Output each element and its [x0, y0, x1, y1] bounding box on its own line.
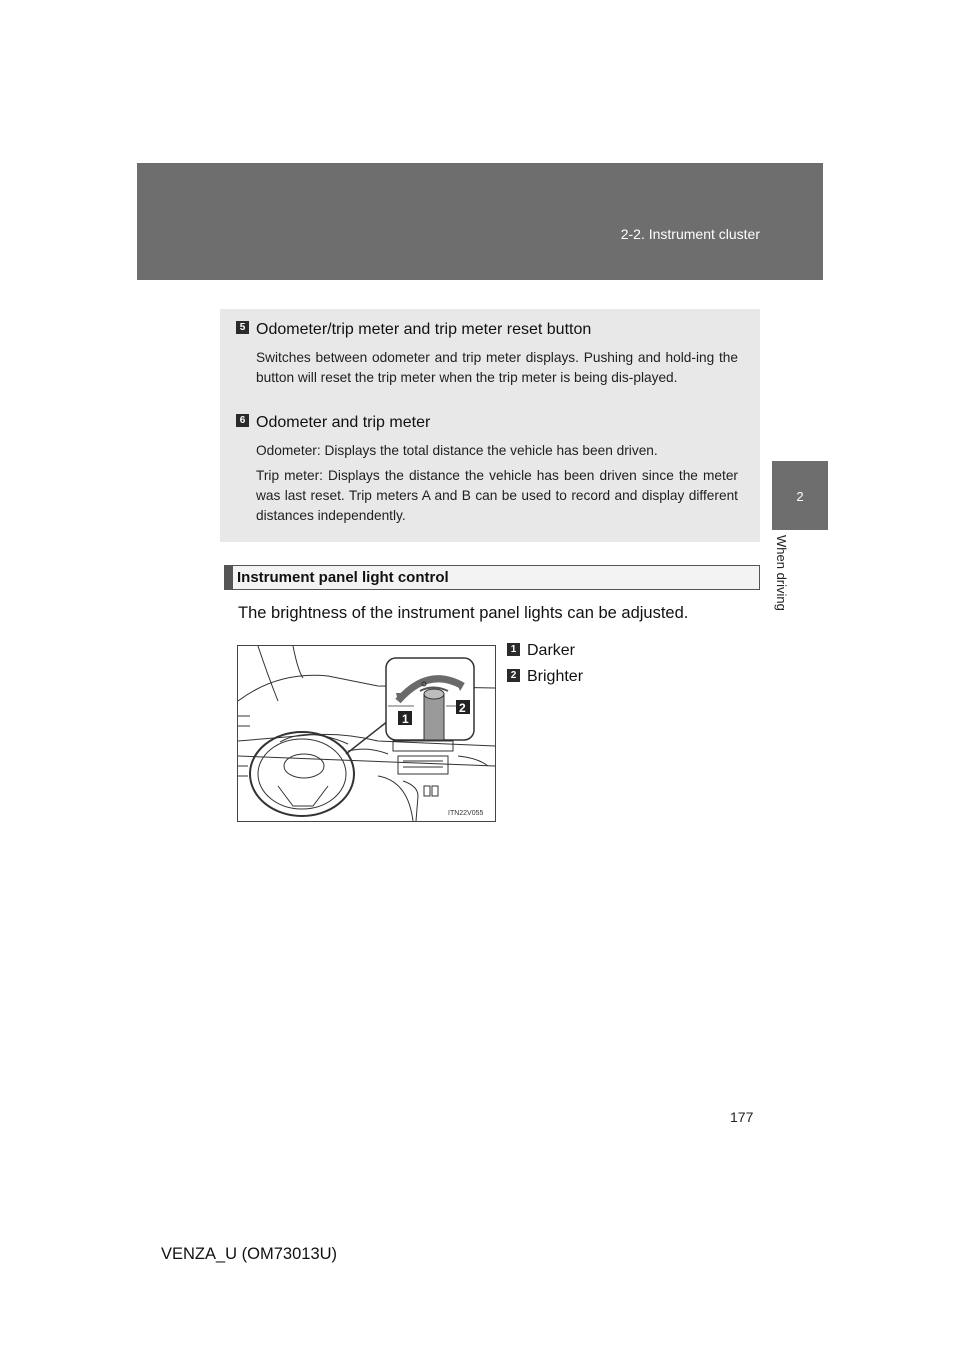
dashboard-illustration: [237, 645, 496, 822]
legend-brighter: [507, 668, 583, 686]
section-heading-text: Instrument panel light control: [237, 569, 449, 586]
section-title: 2-2. Instrument cluster: [620, 226, 760, 242]
heading-bar: [225, 566, 233, 589]
chapter-tab[interactable]: [772, 461, 828, 530]
chapter-number: 2: [796, 489, 804, 504]
legend-darker: [507, 642, 575, 660]
number-5-badge: 5: [236, 321, 249, 334]
callout-2: 2: [459, 701, 466, 715]
header-band: [137, 163, 823, 280]
chapter-label: When driving: [774, 535, 789, 611]
info-box: [220, 309, 760, 542]
item-6-text-odometer: Odometer: Displays the total distance the vehicle has been driven.: [256, 443, 658, 458]
item-5-title: [236, 321, 591, 339]
item-6-title-text: Odometer and trip meter: [256, 414, 431, 431]
section-heading: [224, 565, 760, 590]
item-5-title-text: Odometer/trip meter and trip meter reset button: [256, 321, 592, 338]
legend-darker-label: Darker: [527, 642, 576, 659]
number-2-badge: 2: [507, 669, 520, 682]
document-footer: VENZA_U (OM73013U): [161, 1245, 338, 1263]
legend-brighter-label: Brighter: [527, 668, 584, 685]
number-1-badge: 1: [507, 643, 520, 656]
number-6-badge: 6: [236, 414, 249, 427]
item-5-text: Switches between odometer and trip meter displays. Pushing and hold-ing the button will reset the trip meter when the trip meter is being dis-played.: [256, 350, 738, 385]
page-number: 177: [730, 1109, 754, 1125]
dashboard-drawing: [238, 646, 495, 821]
item-6-text-trip: Trip meter: Displays the distance the vehicle has been driven since the meter was last reset. Trip meters A and B can be used to record and display different distances independently.: [256, 468, 738, 523]
intro-text: The brightness of the instrument panel lights can be adjusted.: [238, 604, 689, 622]
item-6-title: [236, 414, 430, 432]
chapter-label-wrap: [768, 535, 796, 645]
callout-1: 1: [402, 712, 409, 726]
figure-code: ITN22V055: [448, 810, 484, 817]
